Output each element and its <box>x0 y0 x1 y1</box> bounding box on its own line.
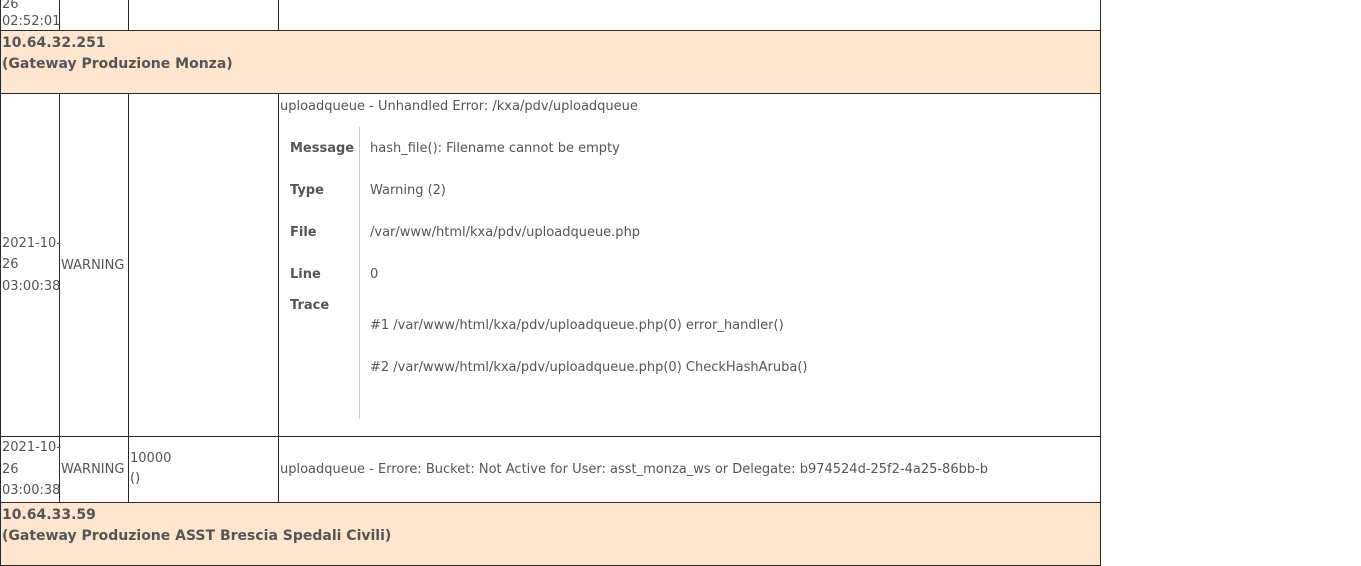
date-cell <box>1 0 60 31</box>
host-cell <box>1 31 1101 94</box>
message-cell <box>279 94 1101 437</box>
error-details <box>289 127 808 419</box>
host-name: (Gateway Produzione Monza) <box>2 56 233 72</box>
detail-row-trace <box>289 295 808 419</box>
host-group-header <box>1 502 1101 565</box>
detail-value: 0 <box>360 253 809 295</box>
detail-row-line <box>289 253 808 295</box>
day-part: 26 <box>2 257 19 273</box>
detail-row-type <box>289 169 808 211</box>
error-code: 10000 <box>130 451 172 467</box>
detail-key: Type <box>290 182 324 198</box>
message-cell <box>279 0 1101 31</box>
time-part: 02:52:01 <box>2 14 61 29</box>
level-cell <box>60 0 129 31</box>
detail-value: /var/www/html/kxa/pdv/uploadqueue.php <box>360 211 809 253</box>
error-title: uploadqueue - Unhandled Error: /kxa/pdv/uploadqueue <box>280 99 638 114</box>
detail-row-message <box>289 127 808 169</box>
log-row <box>1 94 1101 437</box>
error-code-args: () <box>130 471 141 487</box>
code-cell <box>129 94 279 437</box>
code-cell <box>129 437 279 503</box>
level-cell: WARNING <box>60 437 129 503</box>
trace-line: #2 /var/www/html/kxa/pdv/uploadqueue.php(0) CheckHashAruba() <box>370 360 808 375</box>
detail-key: Message <box>290 140 355 156</box>
host-ip: 10.64.33.59 <box>2 506 96 523</box>
detail-key: Line <box>290 266 321 282</box>
trace-line: #1 /var/www/html/kxa/pdv/uploadqueue.php(0) error_handler() <box>370 318 784 333</box>
log-row <box>1 437 1101 503</box>
date-part: 2021-10- <box>2 440 62 455</box>
message-text <box>280 0 1099 1</box>
detail-key: File <box>290 224 317 240</box>
date-part: 26 <box>2 0 19 12</box>
detail-value: hash_file(): Filename cannot be empty <box>360 127 809 169</box>
host-group-header <box>1 31 1101 94</box>
log-row <box>1 0 1101 31</box>
level-cell: WARNING <box>60 94 129 437</box>
detail-key: Trace <box>290 298 330 313</box>
detail-row-file <box>289 211 808 253</box>
day-part: 26 <box>2 461 19 477</box>
host-ip: 10.64.32.251 <box>2 35 106 51</box>
trace-list <box>360 295 809 419</box>
message-cell: uploadqueue - Errore: Bucket: Not Active for User: asst_monza_ws or Delegate: b974524d-25f2-4a25-86bb-b <box>279 437 1101 503</box>
time-part: 03:00:38 <box>2 483 61 498</box>
date-part: 2021-10- <box>2 235 62 251</box>
date-cell <box>1 437 60 503</box>
time-part: 03:00:38 <box>2 278 61 294</box>
host-name: (Gateway Produzione ASST Brescia Spedali Civili) <box>2 527 392 544</box>
host-cell <box>1 502 1101 565</box>
code-cell <box>129 0 279 31</box>
date-cell <box>1 94 60 437</box>
detail-value: Warning (2) <box>360 169 809 211</box>
